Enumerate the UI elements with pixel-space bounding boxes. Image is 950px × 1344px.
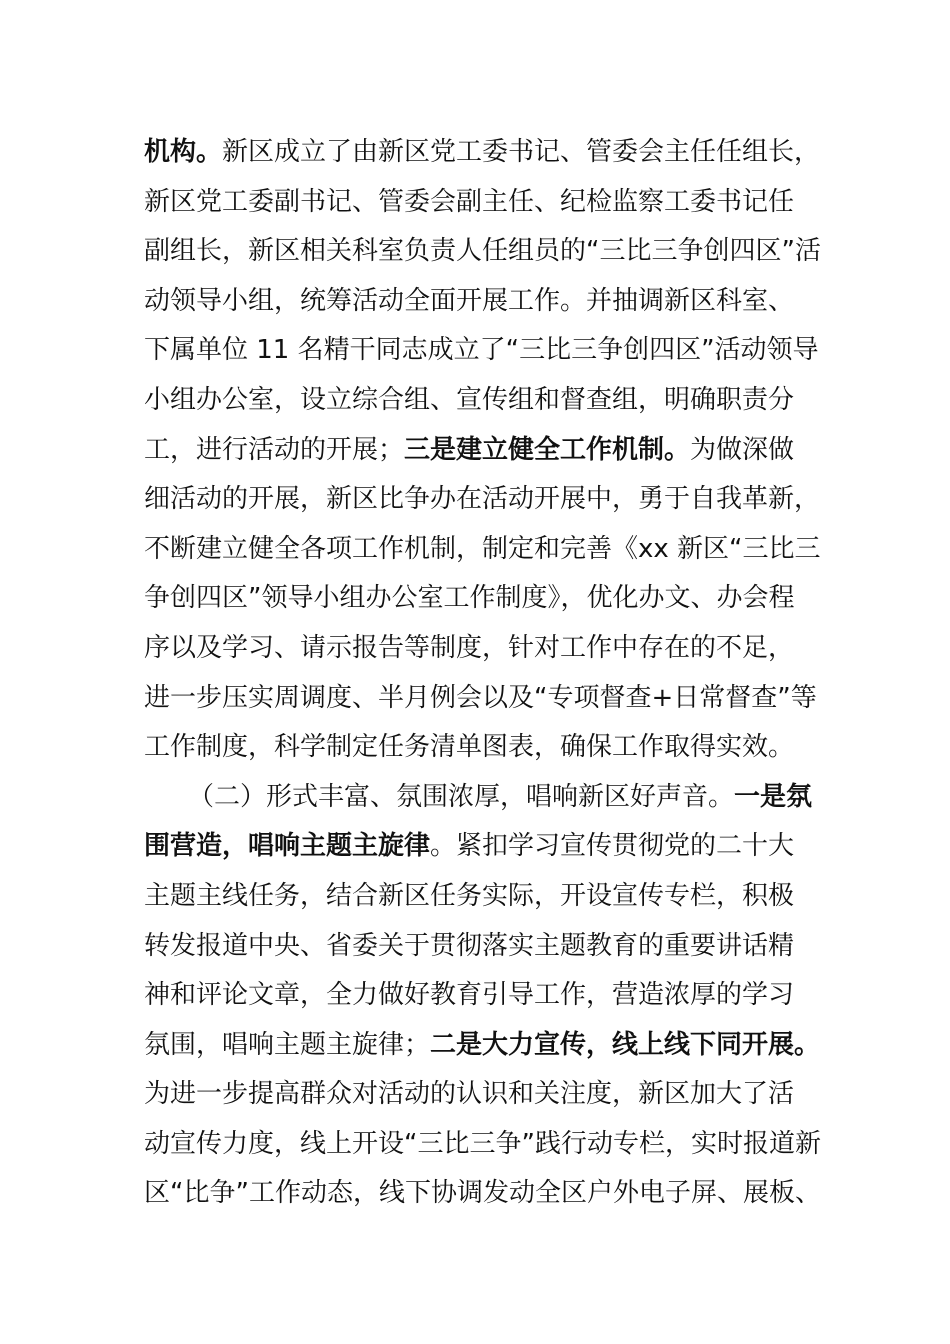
text-run: 工作制度，科学制定任务清单图表，确保工作取得实效。 (144, 732, 795, 763)
section-heading-line (144, 773, 824, 823)
text-run: 新区党工委副书记、管委会副主任、纪检监察工委书记任 (144, 186, 795, 217)
text-line (144, 624, 824, 674)
body-text (144, 128, 824, 1219)
text-line (144, 525, 824, 575)
bold-heading: 二是大力宣传，线上线下同开展。 (430, 1029, 821, 1060)
text-run: 下属单位 11 名精干同志成立了“三比三争创四区”活动领导 (144, 335, 819, 366)
text-run: 动宣传力度，线上开设“三比三争”践行动专栏，实时报道新 (144, 1128, 821, 1159)
text-line (144, 326, 824, 376)
bold-heading: 三是建立健全工作机制。 (404, 434, 691, 465)
bold-heading: 一是氛 (734, 781, 813, 812)
text-line (144, 1021, 824, 1071)
text-line (144, 872, 824, 922)
text-line (144, 674, 824, 724)
text-line (144, 376, 824, 426)
text-line (144, 822, 824, 872)
text-run: 细活动的开展，新区比争办在活动开展中，勇于自我革新， (144, 484, 821, 515)
text-line (144, 227, 824, 277)
text-run: 工，进行活动的开展； (144, 434, 405, 465)
text-run: 主题主线任务，结合新区任务实际，开设宣传专栏，积极 (144, 880, 795, 911)
text-run: 序以及学习、请示报告等制度，针对工作中存在的不足， (144, 632, 795, 663)
text-line (144, 574, 824, 624)
text-run: 动领导小组，统筹活动全面开展工作。并抽调新区科室、 (144, 285, 795, 316)
text-line (144, 475, 824, 525)
text-line (144, 971, 824, 1021)
text-run: 副组长，新区相关科室负责人任组员的“三比三争创四区”活 (144, 236, 821, 267)
text-run: 为进一步提高群众对活动的认识和关注度，新区加大了活 (144, 1079, 795, 1110)
text-run: 转发报道中央、省委关于贯彻落实主题教育的重要讲话精 (144, 930, 795, 961)
text-run: 。紧扣学习宣传贯彻党的二十大 (430, 831, 795, 862)
text-run: 进一步压实周调度、半月例会以及“专项督查+日常督查”等 (144, 682, 817, 713)
text-run: 氛围，唱响主题主旋律； (144, 1029, 431, 1060)
text-line (144, 178, 824, 228)
text-run: 区“比争”工作动态，线下协调发动全区户外电子屏、展板、 (144, 1178, 821, 1209)
text-run: 神和评论文章，全力做好教育引导工作，营造浓厚的学习 (144, 980, 795, 1011)
text-line (144, 922, 824, 972)
text-run: 不断建立健全各项工作机制，制定和完善《xx 新区“三比三 (144, 533, 821, 564)
bold-heading: 围营造，唱响主题主旋律 (144, 831, 431, 862)
text-line (144, 1169, 824, 1219)
text-line (144, 128, 824, 178)
text-run: 小组办公室，设立综合组、宣传组和督查组，明确职责分 (144, 384, 795, 415)
text-line (144, 1120, 824, 1170)
text-run: 新区成立了由新区党工委书记、管委会主任任组长， (222, 137, 821, 167)
bold-heading: 机构。 (144, 137, 223, 167)
text-line (144, 426, 824, 476)
text-line (144, 277, 824, 327)
text-line (144, 1070, 824, 1120)
section-heading: （二）形式丰富、氛围浓厚，唱响新区好声音。 (188, 781, 735, 812)
text-run: 争创四区”领导小组办公室工作制度》，优化办文、办会程 (144, 583, 795, 614)
text-run: 为做深做 (690, 434, 795, 465)
text-line (144, 723, 824, 773)
